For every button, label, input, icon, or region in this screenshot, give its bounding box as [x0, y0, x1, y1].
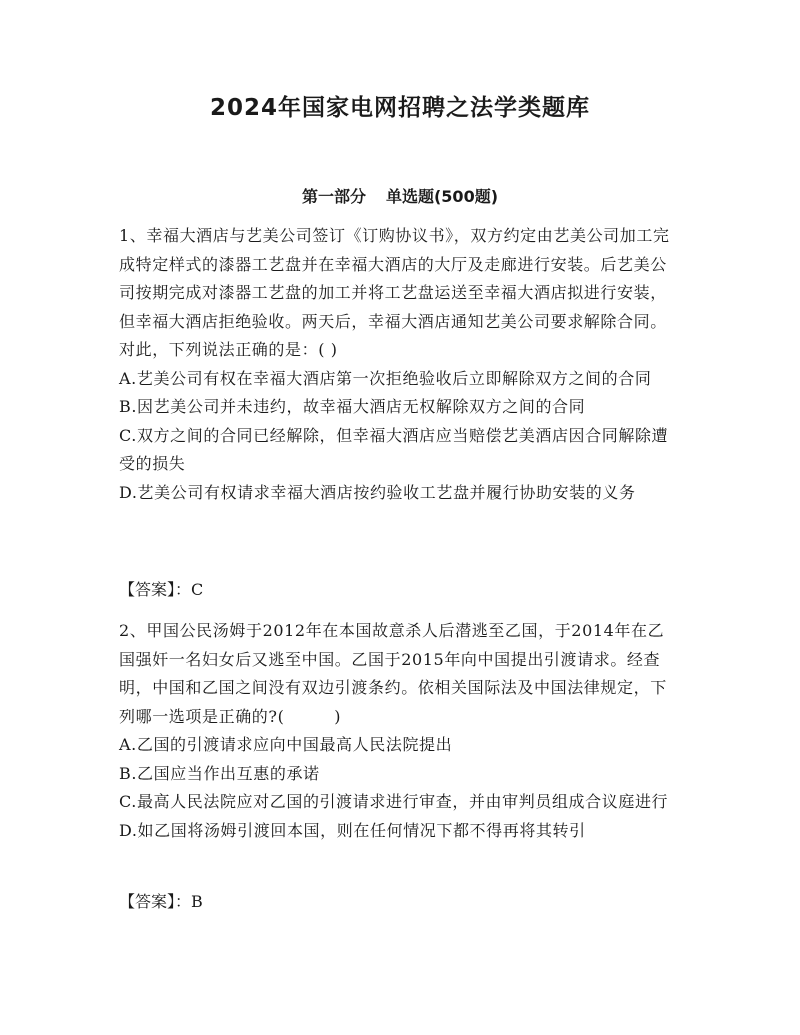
question-2: [119, 617, 679, 845]
answer-2: 【答案】：B: [119, 892, 203, 911]
question-stem: 2、甲国公民汤姆于2012年在本国故意杀人后潜逃至乙国，于2014年在乙国强奸一名妇女后又逃至中国。乙国于2015年向中国提出引渡请求。经查明，中国和乙国之间没有双边引渡条约。依相关国际法及中国法律规定，下列哪一选项是正确的?( ): [119, 621, 667, 726]
section-part: 第一部分: [301, 187, 366, 206]
option-a: A.艺美公司有权在幸福大酒店第一次拒绝验收后立即解除双方之间的合同: [119, 368, 652, 388]
option-b: B.乙国应当作出互惠的承诺: [119, 763, 320, 783]
option-c: C.双方之间的合同已经解除，但幸福大酒店应当赔偿艺美酒店因合同解除遭受的损失: [119, 425, 669, 473]
option-a: A.乙国的引渡请求应向中国最高人民法院提出: [119, 735, 453, 754]
option-d: D.如乙国将汤姆引渡回本国，则在任何情况下都不得再将其转引: [119, 820, 586, 840]
section-heading: [0, 185, 800, 209]
section-name: 单选题(500题): [385, 187, 499, 206]
option-b: B.因艺美公司并未违约，故幸福大酒店无权解除双方之间的合同: [119, 397, 586, 416]
document-title: 2024年国家电网招聘之法学类题库: [209, 95, 590, 121]
answer-1: 【答案】：C: [119, 580, 204, 599]
option-d: D.艺美公司有权请求幸福大酒店按约验收工艺盘并履行协助安装的义务: [119, 482, 636, 502]
question-1: [119, 222, 679, 507]
question-stem: 1、幸福大酒店与艺美公司签订《订购协议书》，双方约定由艺美公司加工完成特定样式的漆器工艺盘并在幸福大酒店的大厅及走廊进行安装。后艺美公司按期完成对漆器工艺盘的加工并将工艺盘运送至幸福大酒店拟进行安装，但幸福大酒店拒绝验收。两天后，幸福大酒店通知艺美公司要求解除合同。对此，下列说法正确的是：( ): [119, 226, 670, 359]
option-c: C.最高人民法院应对乙国的引渡请求进行审查，并由审判员组成合议庭进行: [119, 792, 669, 811]
